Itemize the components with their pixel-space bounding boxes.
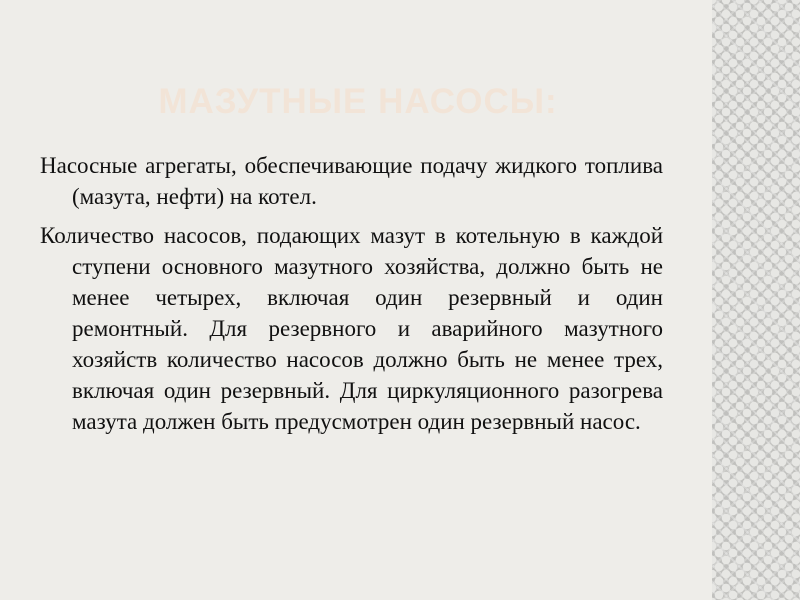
slide-title: МАЗУТНЫЕ НАСОСЫ:: [158, 82, 558, 121]
decorative-side-pattern: [712, 0, 800, 600]
slide-body: [40, 150, 663, 445]
paragraph-2: Количество насосов, подающих мазут в котельную в каждой ступени основного мазутного хозяйства, должно быть не менее четырех, включая один резервный и один ремонтный. Для резервного и аварийного мазутного хозяйств количество насосов должно быть не менее трех, включая один резервный. Для циркуляционного разогрева мазута должен быть предусмотрен один резервный насос.: [40, 223, 663, 434]
paragraph-1: Насосные агрегаты, обеспечивающие подачу жидкого топлива (мазута, нефти) на котел.: [40, 153, 663, 209]
